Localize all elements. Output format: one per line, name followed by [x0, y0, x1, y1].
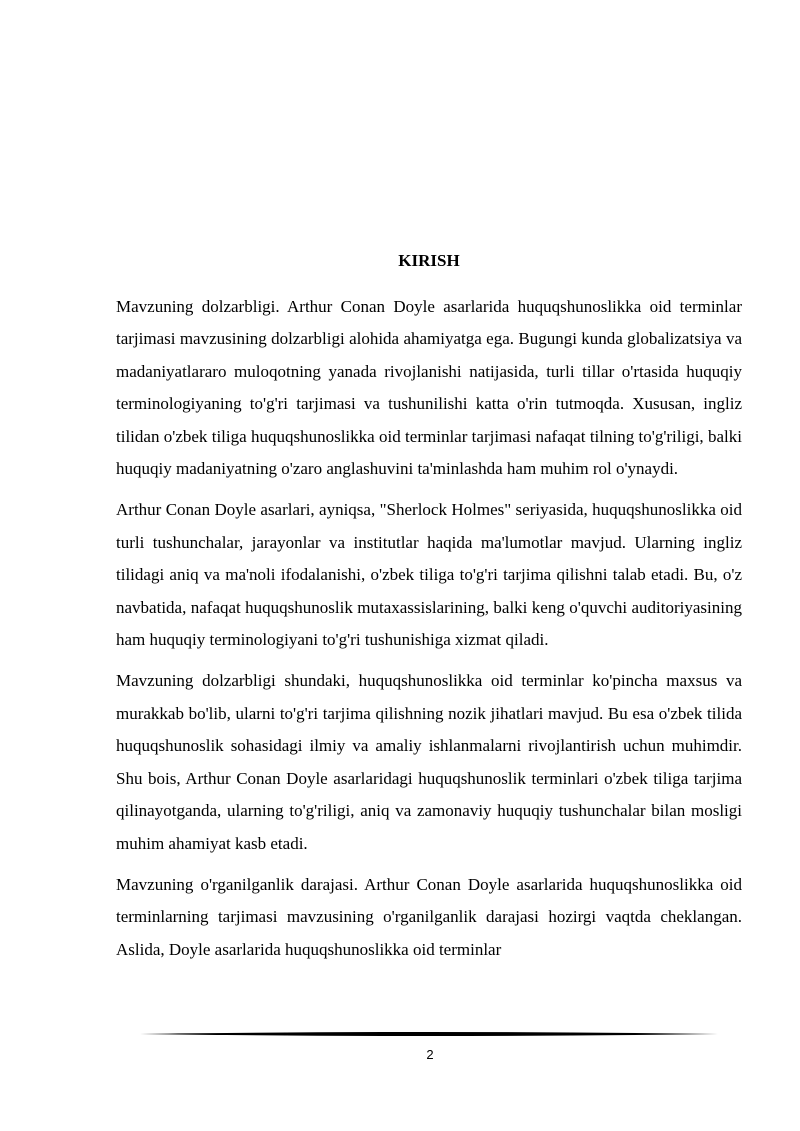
section-heading: KIRISH: [398, 251, 460, 270]
paragraph-study-level: Mavzuning o'rganilganlik darajasi. Arthur Conan Doyle asarlarida huquqshunoslikka oid terminlarning tarjimasi mavzusining o'rganilganlik darajasi hozirgi vaqtda cheklangan. Aslida, Doyle asarlarida huquqshunoslikka oid terminlar: [116, 874, 742, 959]
paragraph-relevance-detail: Mavzuning dolzarbligi shundaki, huquqshunoslikka oid terminlar ko'pincha maxsus va murakkab bo'lib, ularni to'g'ri tarjima qilishning nozik jihatlari mavjud. Bu esa o'zbek tilida huquqshunoslik sohasidagi ilmiy va amaliy ishlanmalarni rivojlantirish uchun muhimdir. Shu bois, Arthur Conan Doyle asarlaridagi huquqshunoslik terminlari o'zbek tiliga tarjima qilinayotganda, ularning to'g'riligi, aniq va zamonaviy huquqiy tushunchalar bilan mosligi muhim ahamiyat kasb etadi.: [116, 671, 742, 853]
paragraph-doyle-works: Arthur Conan Doyle asarlari, ayniqsa, "Sherlock Holmes" seriyasida, huquqshunoslikka oid turli tushunchalar, jarayonlar va institutlar haqida ma'lumotlar mavjud. Ularning ingliz tilidagi aniq va ma'noli ifodalanishi, o'zbek tiliga to'g'ri tarjima qilishni talab etadi. Bu, o'z navbatida, nafaqat huquqshunoslik mutaxassislarining, balki keng o'quvchi auditoriyasining ham huquqiy terminologiyani to'g'ri tushunishiga xizmat qiladi.: [116, 500, 742, 650]
footer-divider: [140, 1031, 718, 1037]
document-body: [116, 248, 742, 966]
paragraph-relevance: Mavzuning dolzarbligi. Arthur Conan Doyle asarlarida huquqshunoslikka oid terminlar tarjimasi mavzusining dolzarbligi alohida ahamiyatga ega. Bugungi kunda globalizatsiya va madaniyatlararo muloqotning yanada rivojlanishi natijasida, turli tillar o'rtasida huquqiy terminologiyaning to'g'ri tarjimasi va tushunilishi katta o'rin tutmoqda. Xususan, ingliz tilidan o'zbek tiliga huquqshunoslikka oid terminlar tarjimasi nafaqat tilning to'g'riligi, balki huquqiy madaniyatning o'zaro anglashuvini ta'minlashda ham muhim rol o'ynaydi.: [116, 297, 742, 479]
page-number: 2: [426, 1047, 434, 1062]
